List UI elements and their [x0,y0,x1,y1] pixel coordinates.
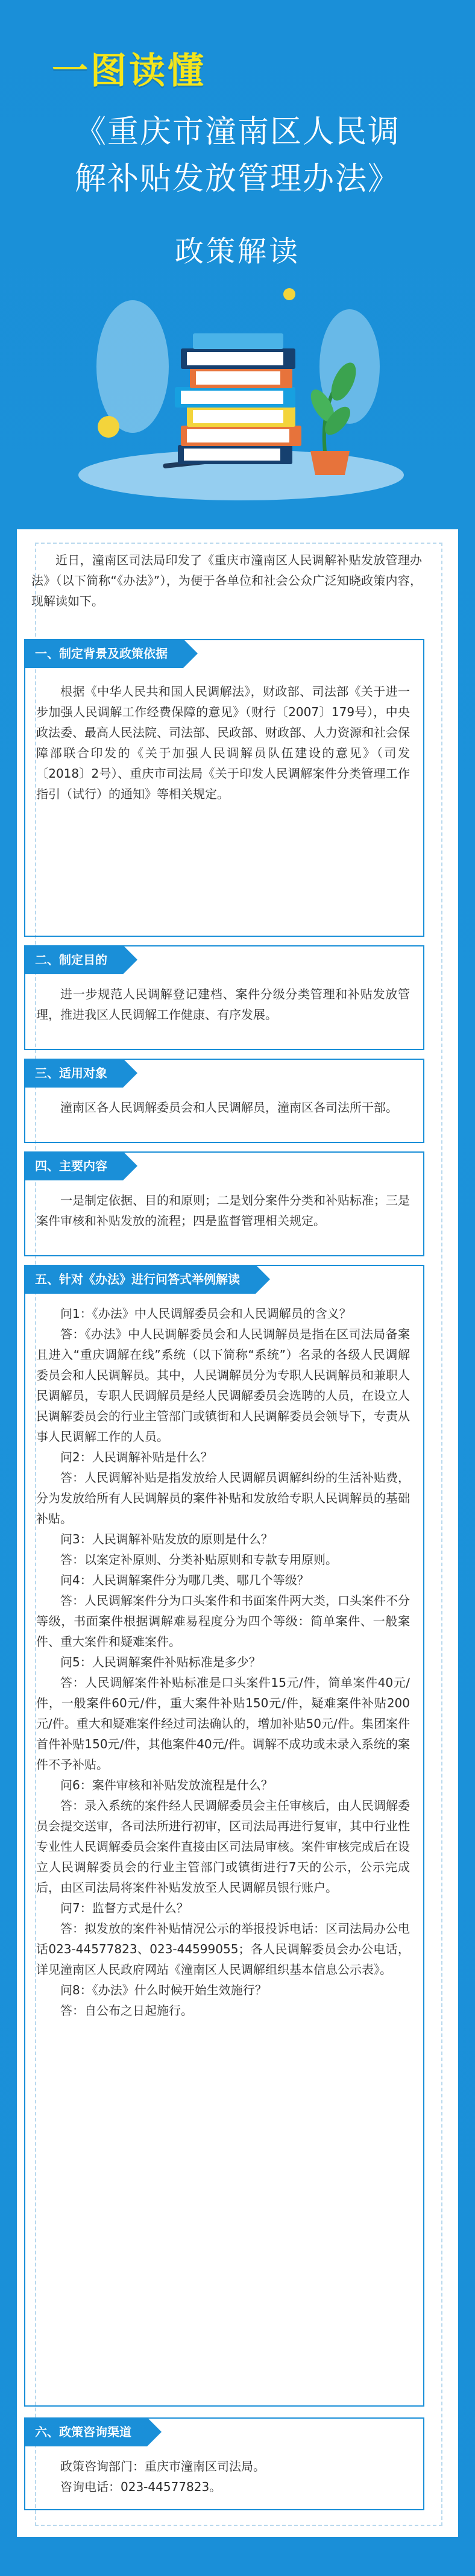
section-5-body [36,1303,410,2021]
section-6-body [36,2456,410,2497]
section-2-body [36,984,410,1025]
section-1-title: 一、制定背景及政策依据 [24,639,183,668]
qa-answer-8: 答：自公布之日起施行。 [60,2003,193,2018]
books-illustration [72,276,410,505]
section-3-title: 三、适用对象 [24,1059,123,1088]
section-6-title: 六、政策咨询渠道 [24,2417,147,2446]
section-2-title: 二、制定目的 [24,945,123,974]
section-4-title: 四、主要内容 [24,1151,123,1180]
qa-question-5: 问5：人民调解案件补贴标准是多少？ [60,1655,261,1669]
qa-answer-4: 答：人民调解案件分为口头案件和书面案件两大类，口头案件不分等级，书面案件根据调解难易程度分为四个等级：简单案件、一般案件、重大案件和疑难案件。 [36,1593,410,1649]
document-title-line2: 解补贴发放管理办法》 [74,161,400,197]
section-1-body [36,681,410,804]
qa-question-4: 问4：人民调解案件分为哪几类、哪几个等级？ [60,1573,309,1587]
consult-department: 政策咨询部门：重庆市潼南区司法局。 [60,2459,265,2474]
section-4-paragraph: 一是制定依据、目的和原则；二是划分案件分类和补贴标准；三是案件审核和补贴发放的流程；四是监督管理相关规定。 [36,1193,410,1228]
document-title-line1: 《重庆市潼南区人民调 [74,114,400,150]
qa-answer-5: 答：人民调解案件补贴标准是口头案件15元/件，简单案件40元/件，一般案件60元/件，重大案件补贴150元/件，疑难案件补贴200元/件。重大和疑难案件经过司法确认的，增加补贴50元/件。集团案件首件补贴150元/件，其他案件40元/件。调解不成功或未录入系统的案件不予补贴。 [36,1675,410,1772]
document-subtitle: 政策解读 [174,235,300,268]
qa-question-6: 问6：案件审核和补贴发放流程是什么？ [60,1778,273,1792]
tag-title: 一图读懂 [52,50,206,92]
qa-question-7: 问7：监督方式是什么？ [60,1901,189,1915]
intro-paragraph [31,550,422,611]
qa-answer-2: 答：人民调解补贴是指发放给人民调解员调解纠纷的生活补贴费，分为发放给所有人民调解员的案件补贴和发放给专职人民调解员的基础补贴。 [36,1470,410,1526]
qa-answer-7: 答：拟发放的案件补贴情况公示的举报投诉电话：区司法局办公电话023-44577823、023-44599055；各人民调解委员会办公电话，详见潼南区人民政府网站《潼南区人民调解组织基本信息公示表》。 [36,1921,410,1977]
qa-question-8: 问8：《办法》什么时候开始生效施行？ [60,1983,267,1997]
qa-answer-6: 答：录入系统的案件经人民调解委员会主任审核后，由人民调解委员会提交送审，各司法所进行初审，区司法局再进行复审，其中行业性专业性人民调解委员会案件直接由区司法局审核。案件审核完成后在设立人民调解委员会的行业主管部门或镇街进行7天的公示，公示完成后，由区司法局将案件补贴发放至人民调解员银行账户。 [36,1798,410,1895]
intro-text: 近日，潼南区司法局印发了《重庆市潼南区人民调解补贴发放管理办法》（以下简称“《办法》”），为便于各单位和社会公众广泛知晓政策内容，现解读如下。 [31,553,422,608]
section-5-title: 五、针对《办法》进行问答式举例解读 [24,1265,256,1294]
qa-question-2: 问2：人民调解补贴是什么？ [60,1450,213,1464]
section-1-paragraph: 根据《中华人民共和国人民调解法》，财政部、司法部《关于进一步加强人民调解工作经费保障的意见》（财行〔2007〕179号），中央政法委、最高人民法院、司法部、民政部、财政部、人力资源和社会保障部联合印发的《关于加强人民调解员队伍建设的意见》（司发〔2018〕2号）、重庆市司法局《关于印发人民调解案件分类管理工作指引（试行）的通知》等相关规定。 [36,684,410,801]
qa-answer-1: 答：《办法》中人民调解委员会和人民调解员是指在区司法局备案且进入“重庆调解在线”系统（以下简称“系统”）名录的各级人民调解委员会和人民调解员。其中，人民调解员分为专职人民调解员和兼职人民调解员，专职人民调解员是经人民调解委员会选聘的人员，在设立人民调解委员会的行业主管部门或镇街和人民调解委员会领导下，专责从事人民调解工作的人员。 [36,1327,410,1444]
qa-question-3: 问3：人民调解补贴发放的原则是什么？ [60,1532,273,1546]
qa-answer-3: 答：以案定补原则、分类补贴原则和专款专用原则。 [60,1552,338,1567]
qa-question-1: 问1：《办法》中人民调解委员会和人民调解员的含义？ [60,1306,351,1321]
document-title [6,109,469,203]
section-4-body [36,1190,410,1231]
section-2-paragraph: 进一步规范人民调解登记建档、案件分级分类管理和补贴发放管理，推进我区人民调解工作健康、有序发展。 [36,987,410,1022]
section-3-body [36,1097,410,1118]
consult-phone: 咨询电话：023-44577823。 [60,2480,222,2494]
section-3-paragraph: 潼南区各人民调解委员会和人民调解员，潼南区各司法所干部。 [60,1100,398,1115]
book-stack [175,333,301,464]
